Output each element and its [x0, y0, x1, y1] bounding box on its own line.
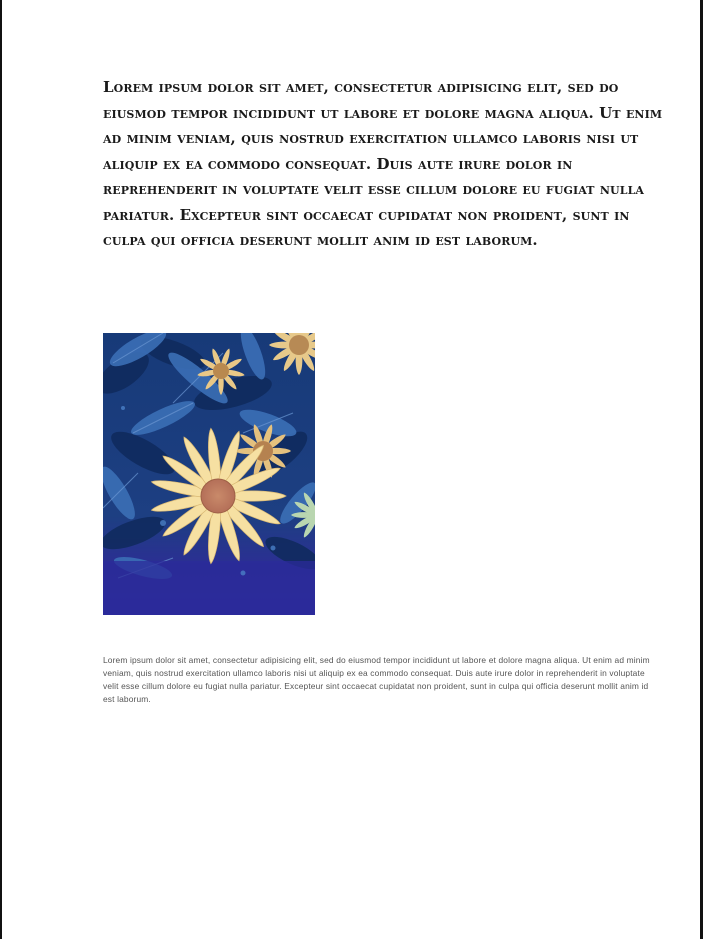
flower-photo — [103, 333, 315, 615]
body-paragraph: Lorem ipsum dolor sit amet, consectetur adipisicing elit, sed do eiusmod tempor incididunt ut labore et dolore magna aliqua. Ut enim ad minim veniam, quis nostrud exercitation ullamco laboris nisi ut aliquip ex ea commodo consequat. Duis aute irure dolor in reprehenderit in voluptate velit esse cillum dolore eu fugiat nulla pariatur. Excepteur sint occaecat cupidatat non proident, sunt in culpa qui officia deserunt mollit anim id est laborum. — [103, 655, 650, 704]
heading-paragraph: Lorem ipsum dolor sit amet, consectetur adipisicing elit, sed do eiusmod tempor incididunt ut labore et dolore magna aliqua. Ut enim ad minim veniam, quis nostrud exercitation ullamco laboris nisi ut aliquip ex ea commodo consequat. Duis aute irure dolor in reprehenderit in voluptate velit esse cillum dolore eu fugiat nulla pariatur. Excepteur sint occaecat cupidatat non proident, sunt in culpa qui officia deserunt mollit anim id est laborum. — [103, 78, 663, 249]
